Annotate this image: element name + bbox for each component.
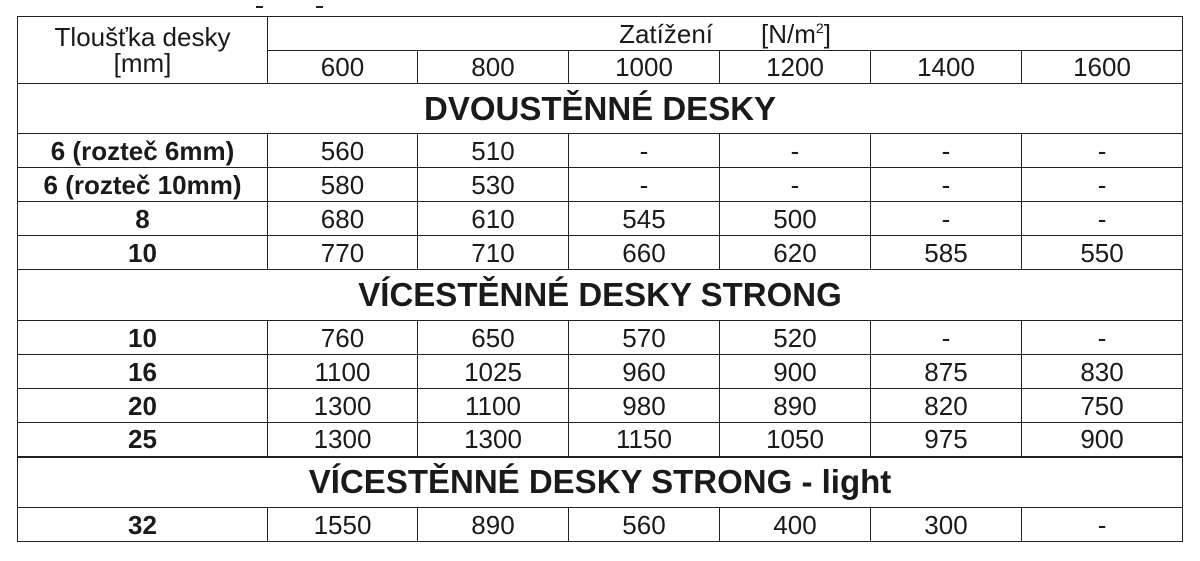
thickness-cell: 16 <box>18 355 268 389</box>
span-value-cell: - <box>871 168 1022 202</box>
table-row <box>18 389 1183 423</box>
span-value-cell: 770 <box>268 236 418 270</box>
span-value-cell: 960 <box>569 355 720 389</box>
table-row <box>18 236 1183 270</box>
span-value-cell: 580 <box>268 168 418 202</box>
span-value-cell: - <box>1022 168 1183 202</box>
section-title-row <box>18 457 1183 508</box>
span-value-cell: 890 <box>720 389 871 423</box>
span-value-cell: - <box>871 321 1022 355</box>
thickness-cell: 20 <box>18 389 268 423</box>
section-title-row <box>18 270 1183 321</box>
thickness-cell: 25 <box>18 423 268 457</box>
thickness-header-line2: [mm] <box>113 48 172 78</box>
span-value-cell: 975 <box>871 423 1022 457</box>
header-row <box>18 17 1183 51</box>
span-value-cell: 900 <box>720 355 871 389</box>
span-value-cell: - <box>569 134 720 168</box>
table-row <box>18 355 1183 389</box>
load-value-header: 1600 <box>1022 51 1183 84</box>
span-value-cell: - <box>1022 321 1183 355</box>
span-value-cell: 545 <box>569 202 720 236</box>
thickness-header-line1: Tloušťka desky <box>54 22 231 52</box>
load-value-header: 1200 <box>720 51 871 84</box>
span-value-cell: 500 <box>720 202 871 236</box>
load-value-header: 1400 <box>871 51 1022 84</box>
span-value-cell: 660 <box>569 236 720 270</box>
span-value-cell: 1150 <box>569 423 720 457</box>
load-value-header: 800 <box>418 51 569 84</box>
span-value-cell: 510 <box>418 134 569 168</box>
table-row <box>18 168 1183 202</box>
load-unit-base: [N/m <box>761 18 816 49</box>
span-value-cell: 1300 <box>268 423 418 457</box>
span-value-cell: 620 <box>720 236 871 270</box>
span-value-cell: 560 <box>569 508 720 542</box>
thickness-cell: 6 (rozteč 10mm) <box>18 168 268 202</box>
thickness-header <box>18 17 268 84</box>
span-value-cell: 1300 <box>268 389 418 423</box>
span-value-cell: - <box>720 134 871 168</box>
section-title-row <box>18 84 1183 134</box>
thickness-cell: 10 <box>18 321 268 355</box>
table-row <box>18 202 1183 236</box>
load-label: Zatížení <box>619 18 714 49</box>
span-value-cell: 570 <box>569 321 720 355</box>
span-value-cell: 820 <box>871 389 1022 423</box>
thickness-cell: 10 <box>18 236 268 270</box>
span-value-cell: 530 <box>418 168 569 202</box>
section-title: VÍCESTĚNNÉ DESKY STRONG - light <box>18 457 1183 508</box>
span-value-cell: 1050 <box>720 423 871 457</box>
thickness-cell: 6 (rozteč 6mm) <box>18 134 268 168</box>
span-value-cell: 610 <box>418 202 569 236</box>
section-title: DVOUSTĚNNÉ DESKY <box>18 84 1183 134</box>
span-value-cell: 1100 <box>268 355 418 389</box>
span-value-cell: 300 <box>871 508 1022 542</box>
section-title: VÍCESTĚNNÉ DESKY STRONG <box>18 270 1183 321</box>
span-value-cell: 520 <box>720 321 871 355</box>
load-header <box>268 17 1183 51</box>
load-unit <box>761 19 831 49</box>
span-value-cell: 750 <box>1022 389 1183 423</box>
table-body <box>18 17 1183 542</box>
load-value-header: 1000 <box>569 51 720 84</box>
table-row <box>18 508 1183 542</box>
span-value-cell: 980 <box>569 389 720 423</box>
span-value-cell: - <box>1022 134 1183 168</box>
span-value-cell: 710 <box>418 236 569 270</box>
span-value-cell: 560 <box>268 134 418 168</box>
span-value-cell: 875 <box>871 355 1022 389</box>
span-value-cell: 890 <box>418 508 569 542</box>
table-row <box>18 423 1183 457</box>
span-value-cell: 650 <box>418 321 569 355</box>
span-value-cell: - <box>569 168 720 202</box>
span-value-cell: 1300 <box>418 423 569 457</box>
span-value-cell: - <box>720 168 871 202</box>
top-mark-left <box>256 6 263 8</box>
load-unit-end: ] <box>823 18 831 49</box>
table-row <box>18 134 1183 168</box>
table-row <box>18 321 1183 355</box>
span-value-cell: 1550 <box>268 508 418 542</box>
span-value-cell: 550 <box>1022 236 1183 270</box>
top-mark-right <box>316 6 323 8</box>
thickness-cell: 32 <box>18 508 268 542</box>
span-value-cell: 680 <box>268 202 418 236</box>
span-value-cell: 830 <box>1022 355 1183 389</box>
span-value-cell: 900 <box>1022 423 1183 457</box>
span-value-cell: 585 <box>871 236 1022 270</box>
thickness-cell: 8 <box>18 202 268 236</box>
load-value-header: 600 <box>268 51 418 84</box>
span-value-cell: - <box>871 202 1022 236</box>
span-value-cell: - <box>1022 508 1183 542</box>
span-value-cell: - <box>871 134 1022 168</box>
span-value-cell: 1100 <box>418 389 569 423</box>
span-value-cell: 400 <box>720 508 871 542</box>
span-value-cell: 760 <box>268 321 418 355</box>
span-value-cell: 1025 <box>418 355 569 389</box>
load-table <box>17 16 1183 542</box>
span-value-cell: - <box>1022 202 1183 236</box>
load-unit-exponent: 2 <box>815 19 824 36</box>
